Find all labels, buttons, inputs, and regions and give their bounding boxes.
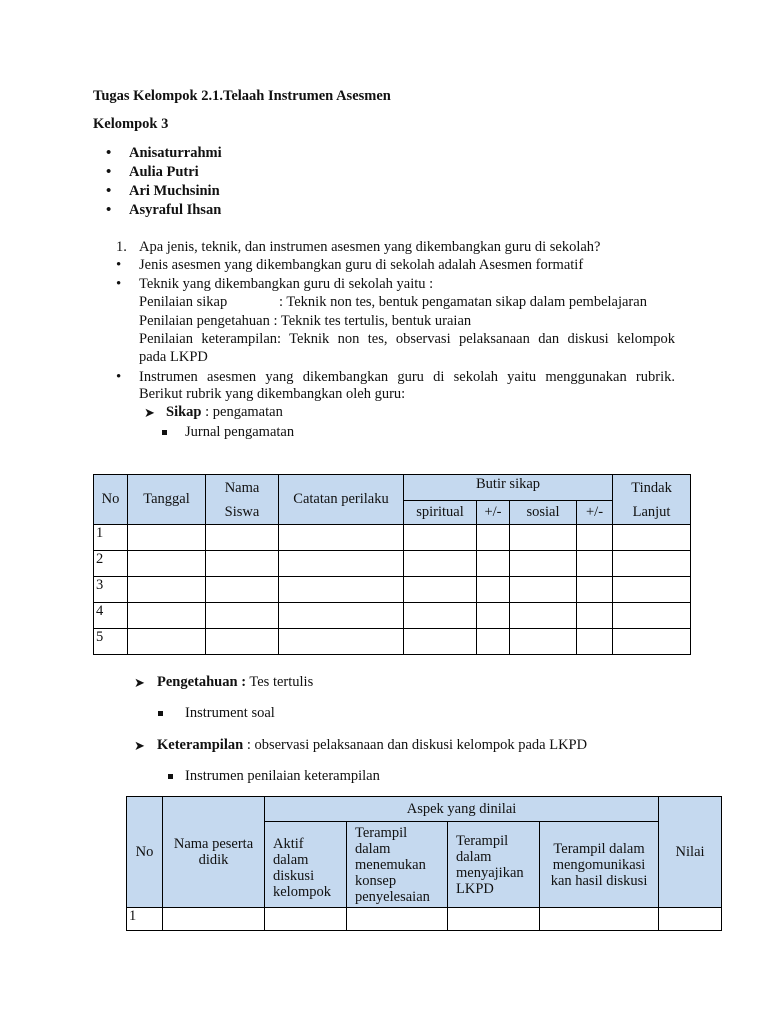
square-bullet-icon (168, 774, 173, 779)
header-nama-peserta-didik: Nama peserta didik (163, 797, 265, 908)
keterampilan-sub: Instrumen penilaian keterampilan (185, 768, 380, 784)
header-tanggal: Tanggal (128, 475, 206, 525)
answer-instrumen-line1: • Instrumen asesmen yang dikembangkan guru di sekolah yaitu menggunakan rubrik. (139, 369, 675, 386)
table-row (94, 603, 691, 629)
header-line: Terampil (456, 832, 509, 849)
header-siswa-line: Siswa (224, 503, 260, 520)
group-name: Kelompok 3 (93, 116, 169, 132)
header-line: dalam (355, 840, 391, 857)
arrow-bullet-icon: ➤ (134, 675, 145, 690)
header-aspek-dinilai: Aspek yang dinilai (265, 797, 659, 822)
jurnal-pengamatan-table (93, 474, 691, 655)
header-line: Aktif (273, 835, 304, 852)
pengetahuan-sub: Instrument soal (185, 705, 275, 721)
header-menyajikan-lkpd (448, 822, 540, 908)
header-line: LKPD (456, 880, 494, 897)
member-item: • Ari Muchsinin (129, 183, 220, 200)
arrow-bullet-icon: ➤ (134, 738, 145, 753)
pengetahuan-heading (157, 674, 313, 691)
pengetahuan-text: Tes tertulis (246, 674, 314, 690)
table-row (127, 908, 722, 931)
header-tindak-line: Tindak (631, 479, 672, 496)
square-bullet-icon (158, 711, 163, 716)
header-nama-line: Nama (224, 479, 260, 496)
header-sosial: sosial (510, 501, 577, 525)
row-number: 1 (94, 525, 128, 551)
header-catatan-perilaku: Catatan perilaku (279, 475, 404, 525)
header-line: Terampil (355, 824, 408, 841)
header-line: penyelesaian (355, 888, 430, 905)
row-number: 1 (127, 908, 163, 931)
header-nama-siswa (206, 475, 279, 525)
header-line: kelompok (273, 883, 331, 900)
page-title: Tugas Kelompok 2.1.Telaah Instrumen Asesmen (93, 88, 391, 104)
table-row (94, 525, 691, 551)
row-number: 4 (94, 603, 128, 629)
header-line: mengomunikasi (552, 856, 646, 873)
answer-teknik-heading: • Teknik yang dikembangkan guru di sekolah yaitu : (139, 276, 433, 293)
sikap-heading (166, 404, 283, 421)
header-line: kan hasil diskusi (550, 872, 648, 889)
header-no: No (94, 475, 128, 525)
table-row (94, 551, 691, 577)
table-row (94, 629, 691, 655)
keterampilan-label: Keterampilan (157, 737, 244, 753)
keterampilan-text: : observasi pelaksanaan dan diskusi kelompok pada LKPD (243, 737, 588, 753)
header-butir-sikap: Butir sikap (404, 475, 613, 501)
teknik-sikap-text: : Teknik non tes, bentuk pengamatan sikap dalam pembelajaran (279, 294, 647, 310)
pengetahuan-label: Pengetahuan : (157, 674, 247, 690)
header-plus-minus: +/- (477, 501, 510, 525)
square-bullet-icon (162, 430, 167, 435)
penilaian-keterampilan-table (126, 796, 722, 931)
row-number: 3 (94, 577, 128, 603)
header-line: menemukan (355, 856, 426, 873)
header-line: Terampil dalam (553, 840, 645, 857)
sikap-text: : pengamatan (201, 404, 283, 420)
header-line: menyajikan (456, 864, 524, 881)
member-item: • Asyraful Ihsan (129, 202, 221, 219)
answer-instrumen-line2: Berikut rubrik yang dikembangkan oleh guru: (139, 386, 406, 402)
header-mengomunikasikan (540, 822, 659, 908)
header-line: konsep (355, 872, 397, 889)
question-number: 1. (116, 239, 127, 255)
header-no: No (127, 797, 163, 908)
answer-jenis: • Jenis asesmen yang dikembangkan guru di sekolah adalah Asesmen formatif (139, 257, 583, 274)
teknik-sikap-label: Penilaian sikap (139, 294, 228, 310)
row-number: 2 (94, 551, 128, 577)
member-item: • Aulia Putri (129, 164, 199, 181)
member-item: • Anisaturrahmi (129, 145, 222, 162)
header-nilai: Nilai (659, 797, 722, 908)
header-line: dalam (273, 851, 309, 868)
header-plus-minus: +/- (577, 501, 613, 525)
teknik-keterampilan-line2: pada LKPD (139, 349, 208, 365)
header-lanjut-line: Lanjut (632, 503, 671, 520)
header-aktif-diskusi (265, 822, 347, 908)
sikap-sub: Jurnal pengamatan (185, 424, 295, 440)
header-line: dalam (456, 848, 492, 865)
header-line: diskusi (273, 867, 315, 884)
question-text: Apa jenis, teknik, dan instrumen asesmen yang dikembangkan guru di sekolah? (139, 239, 601, 255)
header-menemukan-konsep (347, 822, 448, 908)
row-number: 5 (94, 629, 128, 655)
teknik-pengetahuan: Penilaian pengetahuan : Teknik tes tertulis, bentuk uraian (139, 313, 472, 329)
teknik-keterampilan-line1: Penilaian keterampilan: Teknik non tes, observasi pelaksanaan dan diskusi kelompok (139, 331, 675, 347)
table-row (94, 577, 691, 603)
header-spiritual: spiritual (404, 501, 477, 525)
keterampilan-heading (157, 737, 587, 754)
sikap-label: Sikap (166, 404, 202, 420)
arrow-bullet-icon: ➤ (144, 405, 155, 420)
header-tindak-lanjut (613, 475, 691, 525)
